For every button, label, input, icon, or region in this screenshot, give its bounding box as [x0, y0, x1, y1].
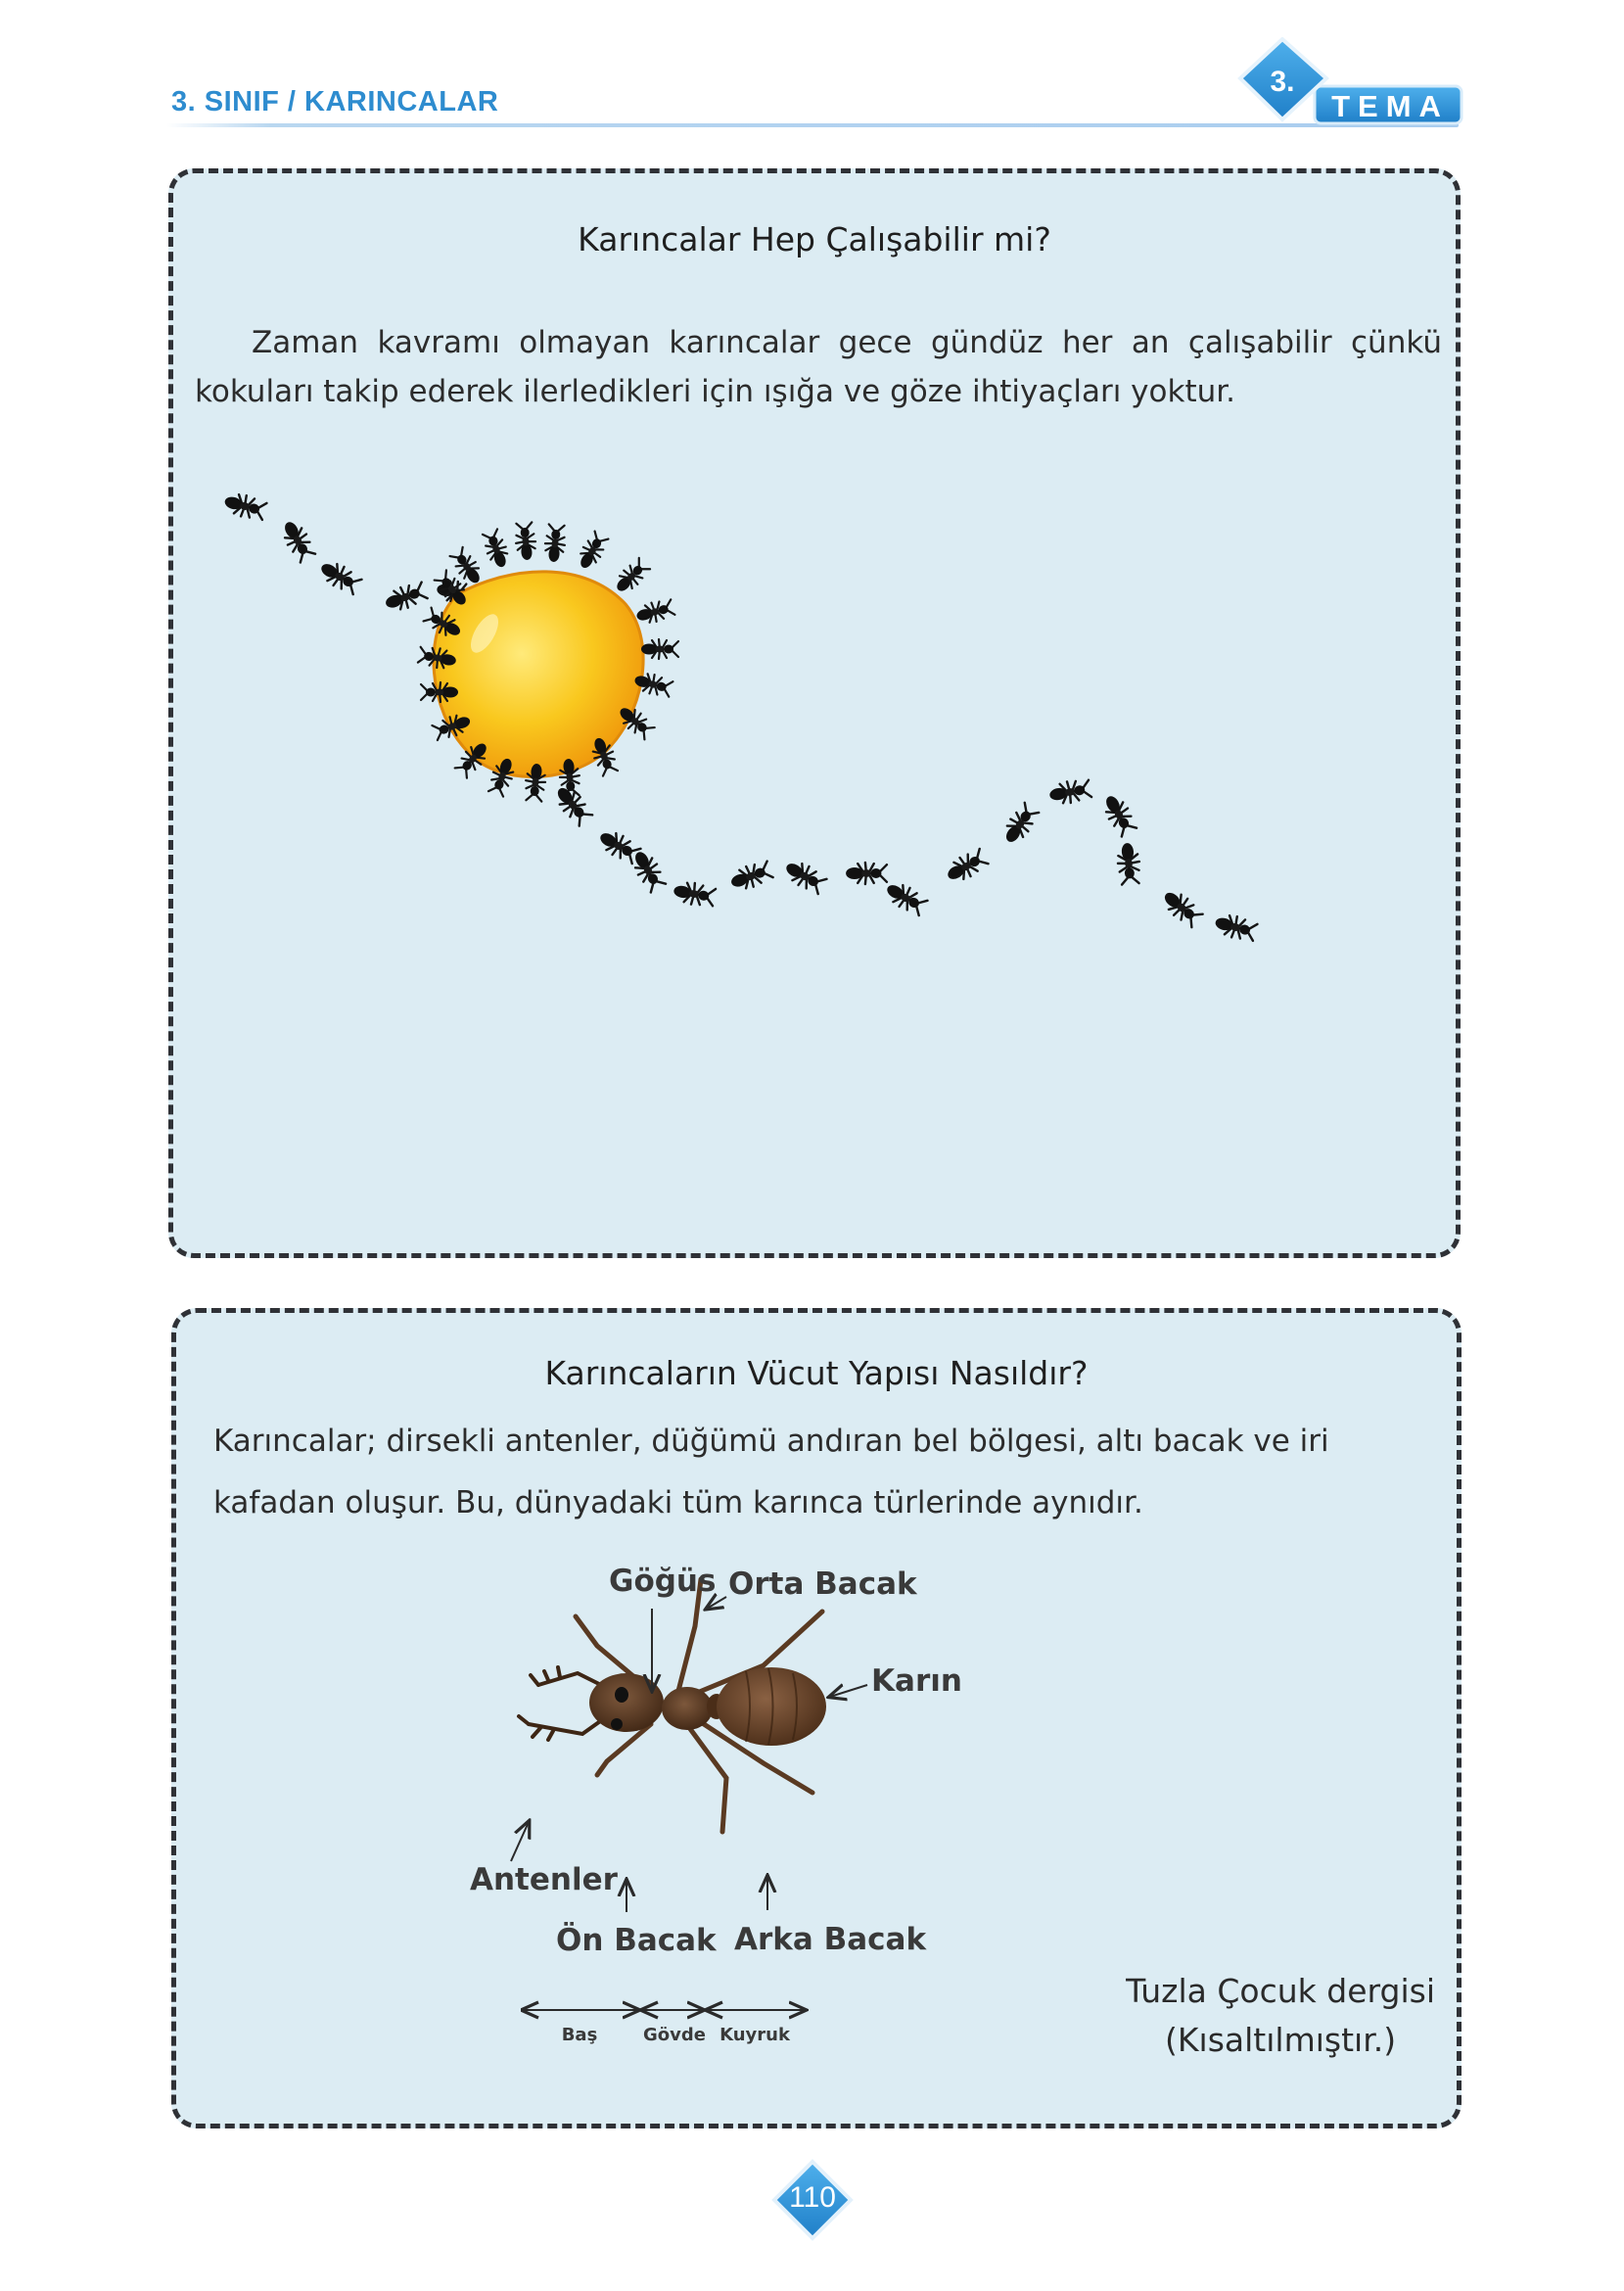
- section-title: Karıncaların Vücut Yapısı Nasıldır?: [544, 1354, 1089, 1392]
- label-antenler: Antenler: [470, 1862, 618, 1897]
- theme-word: TEMA: [1331, 89, 1449, 123]
- breadcrumb: 3. SINIF / KARINCALAR: [171, 86, 499, 117]
- label-arka-bacak: Arka Bacak: [734, 1922, 927, 1957]
- label-govde: Gövde: [643, 2025, 706, 2045]
- source-note: (Kısaltılmıştır.): [1165, 2021, 1397, 2059]
- section-paragraph: Karıncalar; dirsekli antenler, düğümü andıran bel bölgesi, altı bacak ve iri kafadan oluşur. Bu, dünyadaki tüm karınca türlerinde aynıdır.: [213, 1424, 1329, 1520]
- label-bas: Baş: [561, 2025, 598, 2045]
- ant-thorax: [662, 1687, 713, 1730]
- label-on-bacak: Ön Bacak: [556, 1923, 717, 1958]
- source-citation: [1126, 1967, 1435, 2065]
- theme-number: 3.: [1270, 66, 1295, 98]
- page-number: 110: [789, 2181, 836, 2214]
- ant-trail-illustration: [173, 173, 1456, 1250]
- section-paragraph: Zaman kavramı olmayan karıncalar gece gündüz her an çalışabilir çünkü kokuları takip ederek ilerledikleri için ışığa ve göze ihtiyaçları yoktur.: [195, 325, 1442, 409]
- theme-badge: [1229, 37, 1468, 135]
- label-gogus: Göğüs: [609, 1564, 717, 1599]
- source-title: Tuzla Çocuk dergisi: [1126, 1972, 1435, 2010]
- label-karin: Karın: [871, 1663, 962, 1699]
- label-orta-bacak: Orta Bacak: [728, 1566, 917, 1602]
- section-title: Karıncalar Hep Çalışabilir mi?: [578, 220, 1051, 258]
- section-ant-body: [171, 1308, 1462, 2128]
- ant-eye: [615, 1687, 628, 1703]
- label-kuyruk: Kuyruk: [719, 2025, 790, 2045]
- ant-eye: [611, 1718, 623, 1730]
- section-ants-working: [168, 168, 1461, 1258]
